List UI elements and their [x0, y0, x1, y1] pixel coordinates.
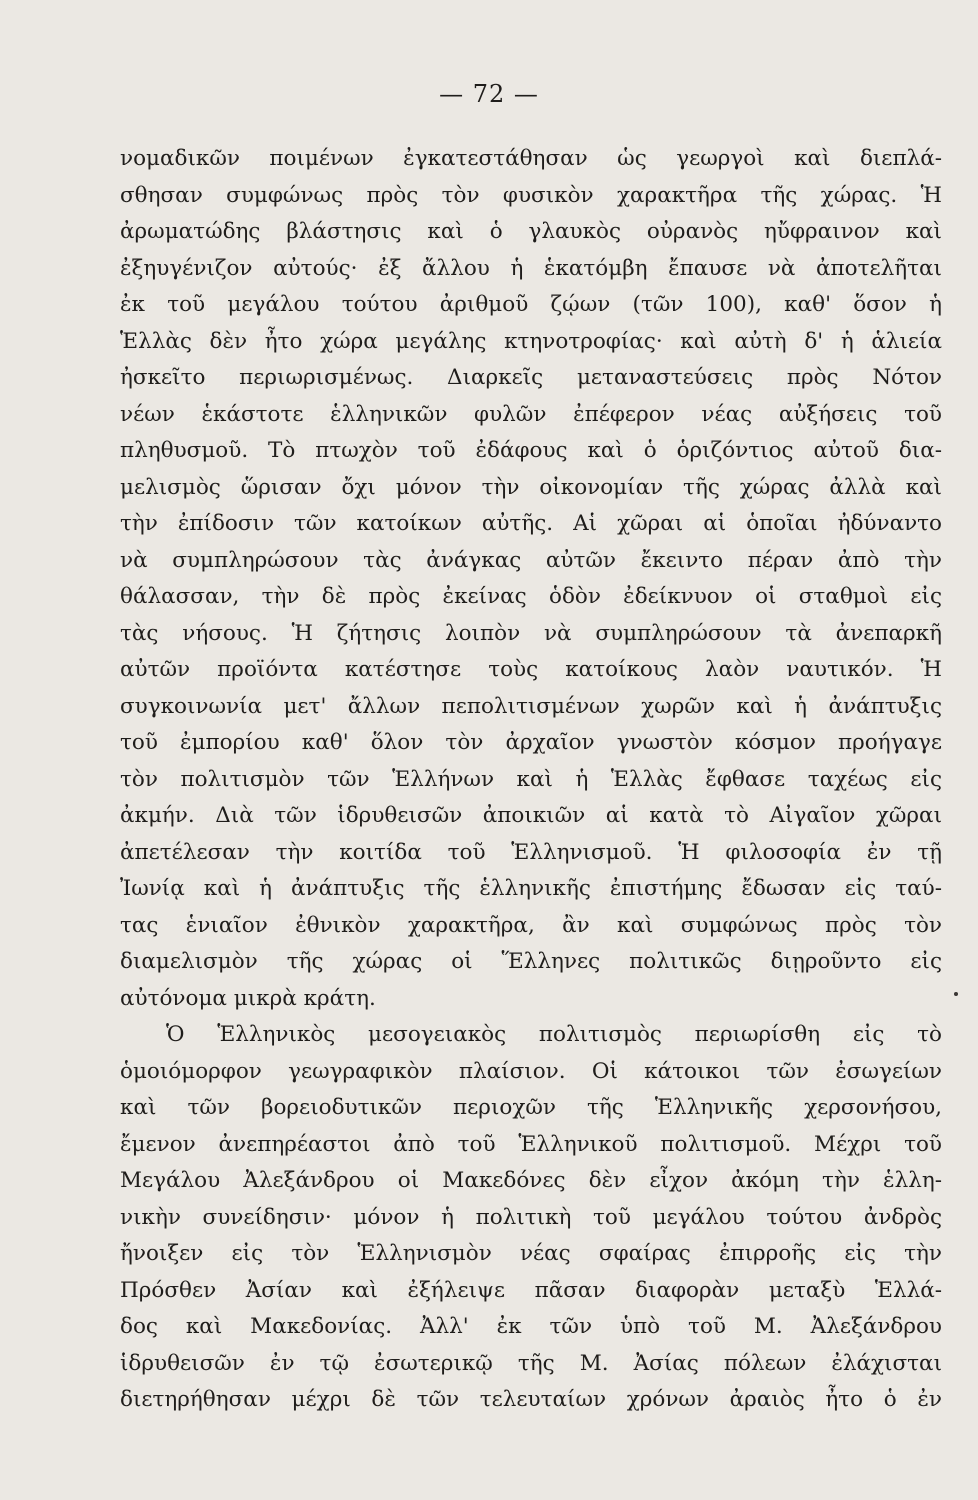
text-line: νὰ συμπληρώσουν τὰς ἀνάγκας αὐτῶν ἔκειντο πέραν ἀπὸ τὴν — [120, 547, 942, 573]
text-line: νομαδικῶν ποιμένων ἐγκατεστάθησαν ὡς γεωργοὶ καὶ διεπλά- — [120, 146, 942, 171]
paragraph-1 — [120, 141, 942, 1017]
text-line: διαμελισμὸν τῆς χώρας οἱ Ἕλληνες πολιτικῶς διῃροῦντο εἰς — [120, 949, 942, 974]
text-line: θάλασσαν, τὴν δὲ πρὸς ἐκείνας ὁδὸν ἐδείκνυον οἱ σταθμοὶ εἰς — [120, 584, 942, 609]
text-line: πληθυσμοῦ. Τὸ πτωχὸν τοῦ ἐδάφους καὶ ὁ ὁριζόντιος αὐτοῦ δια- — [120, 438, 942, 463]
body-text — [120, 141, 942, 1419]
text-line: αὐτόνομα μικρὰ κράτη. — [120, 985, 376, 1011]
text-line: ἔμενον ἀνεπηρέαστοι ἀπὸ τοῦ Ἑλληνικοῦ πολιτισμοῦ. Μέχρι τοῦ — [120, 1131, 942, 1157]
paragraph-2 — [120, 1017, 942, 1419]
margin-mark — [954, 992, 958, 996]
text-line: Ὁ Ἑλληνικὸς μεσογειακὸς πολιτισμὸς περιωρίσθη εἰς τὸ — [166, 1022, 942, 1047]
text-line: σθησαν συμφώνως πρὸς τὸν φυσικὸν χαρακτῆρα τῆς χώρας. Ἡ — [120, 182, 942, 208]
text-line: τὰς νήσους. Ἡ ζήτησις λοιπὸν νὰ συμπληρώσουν τὰ ἀνεπαρκῆ — [120, 620, 942, 646]
text-line: μελισμὸς ὥρισαν ὄχι μόνον τὴν οἰκονομίαν τῆς χώρας ἀλλὰ καὶ — [120, 474, 942, 500]
text-line: ἀρωματώδης βλάστησις καὶ ὁ γλαυκὸς οὐρανὸς ηὔφραινον καὶ — [120, 219, 942, 244]
text-line: ὁμοιόμορφον γεωγραφικὸν πλαίσιον. Οἱ κάτοικοι τῶν ἐσωγείων — [120, 1058, 942, 1084]
text-line: ἠσκεῖτο περιωρισμένως. Διαρκεῖς μεταναστεύσεις πρὸς Νότον — [120, 365, 942, 390]
text-line: ἀκμήν. Διὰ τῶν ἱδρυθεισῶν ἀποικιῶν αἱ κατὰ τὸ Αἰγαῖον χῶραι — [120, 803, 942, 828]
text-line: νέων ἑκάστοτε ἑλληνικῶν φυλῶν ἐπέφερον νέας αὐξήσεις τοῦ — [120, 401, 942, 427]
page-number: — 72 — — [439, 80, 539, 108]
text-line: διετηρήθησαν μέχρι δὲ τῶν τελευταίων χρόνων ἀραιὸς ἦτο ὁ ἐν — [120, 1387, 942, 1412]
text-line: αὐτῶν προϊόντα κατέστησε τοὺς κατοίκους λαὸν ναυτικόν. Ἡ — [120, 657, 942, 682]
text-line: ἐξηυγένιζον αὐτούς· ἐξ ἄλλου ἡ ἑκατόμβη ἔπαυσε νὰ ἀποτελῆται — [120, 255, 942, 281]
text-line: συγκοινωνία μετ' ἄλλων πεπολιτισμένων χωρῶν καὶ ἡ ἀνάπτυξις — [120, 693, 942, 719]
text-line: Ἰωνίᾳ καὶ ἡ ἀνάπτυξις τῆς ἑλληνικῆς ἐπιστήμης ἔδωσαν εἰς ταύ- — [120, 876, 942, 901]
text-line: νικὴν συνείδησιν· μόνον ἡ πολιτικὴ τοῦ μεγάλου τούτου ἀνδρὸς — [120, 1204, 942, 1230]
text-line: τὴν ἐπίδοσιν τῶν κατοίκων αὐτῆς. Αἱ χῶραι αἱ ὁποῖαι ἠδύναντο — [120, 511, 942, 536]
text-line: τοῦ ἐμπορίου καθ' ὅλον τὸν ἀρχαῖον γνωστὸν κόσμον προήγαγε — [120, 730, 942, 755]
text-line: Ἑλλὰς δὲν ἦτο χώρα μεγάλης κτηνοτροφίας· καὶ αὐτὴ δ' ἡ ἁλιεία — [120, 328, 942, 354]
text-line: τὸν πολιτισμὸν τῶν Ἑλλήνων καὶ ἡ Ἑλλὰς ἔφθασε ταχέως εἰς — [120, 766, 942, 792]
text-line: ἀπετέλεσαν τὴν κοιτίδα τοῦ Ἑλληνισμοῦ. Ἡ φιλοσοφία ἐν τῇ — [120, 839, 942, 865]
text-line: ἤνοιξεν εἰς τὸν Ἑλληνισμὸν νέας σφαίρας ἐπιρροῆς εἰς τὴν — [120, 1241, 942, 1266]
text-line: καὶ τῶν βορειοδυτικῶν περιοχῶν τῆς Ἑλληνικῆς χερσονήσου, — [120, 1095, 942, 1120]
text-line: δος καὶ Μακεδονίας. Ἀλλ' ἐκ τῶν ὑπὸ τοῦ Μ. Ἀλεξάνδρου — [120, 1314, 942, 1339]
text-line: ἐκ τοῦ μεγάλου τούτου ἀριθμοῦ ζῴων (τῶν 100), καθ' ὅσον ἡ — [120, 292, 942, 317]
text-line: Πρόσθεν Ἀσίαν καὶ ἐξήλειψε πᾶσαν διαφορὰν μεταξὺ Ἑλλά- — [120, 1277, 942, 1303]
text-line: Μεγάλου Ἀλεξάνδρου οἱ Μακεδόνες δὲν εἶχον ἀκόμη τὴν ἑλλη- — [120, 1168, 942, 1193]
text-line: ἱδρυθεισῶν ἐν τῷ ἐσωτερικῷ τῆς Μ. Ἀσίας πόλεων ἐλάχισται — [120, 1350, 942, 1376]
text-line: τας ἑνιαῖον ἐθνικὸν χαρακτῆρα, ἂν καὶ συμφώνως πρὸς τὸν — [120, 912, 942, 938]
